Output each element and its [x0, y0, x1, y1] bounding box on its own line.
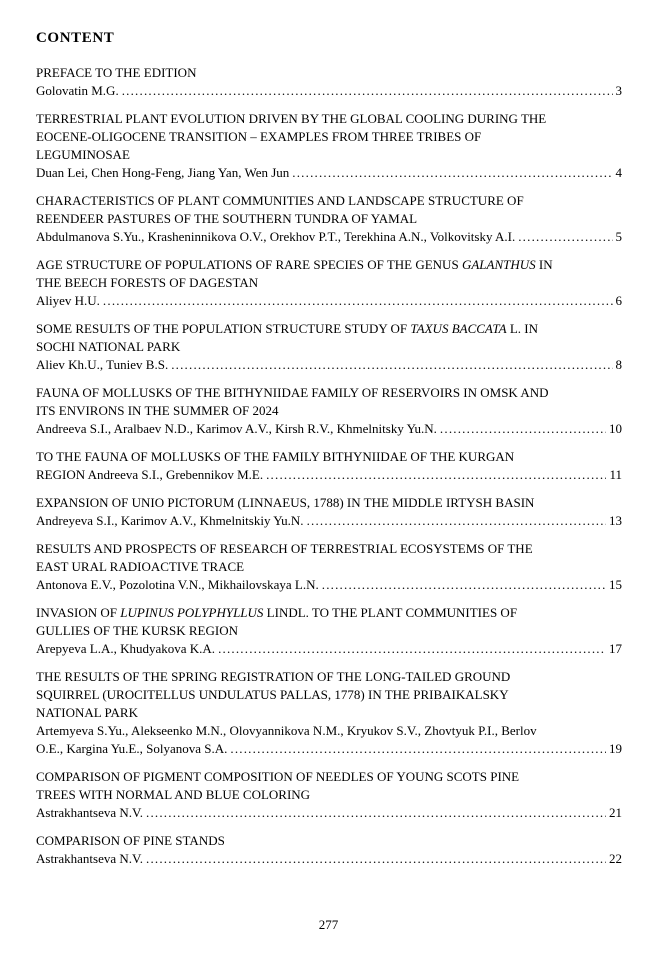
entry-title-text: LUPINUS POLYPHYLLUS [120, 605, 264, 620]
dot-leader [440, 420, 606, 438]
entry-leader-row [36, 82, 622, 100]
entry-author-text: Duan Lei, Chen Hong-Feng, Jiang Yan, Wen Jun [36, 165, 290, 180]
entry-author-text: Andreeva S.I., Aralbaev N.D., Karimov A.V., Kirsh R.V., Khmelnitsky Yu.N. [36, 421, 437, 436]
entry-page-number: 3 [615, 83, 622, 98]
entry-title-text: TERRESTRIAL PLANT EVOLUTION DRIVEN BY THE GLOBAL COOLING DURING THE [36, 111, 547, 126]
toc-entry [36, 192, 622, 246]
entry-title-line [36, 338, 622, 356]
entry-authors [36, 292, 100, 310]
dot-leader [122, 82, 613, 100]
entry-authors [36, 420, 437, 438]
entry-author-text: Astrakhantseva N.V. [36, 805, 143, 820]
entry-title-line [36, 668, 622, 686]
entry-title-line [36, 686, 622, 704]
dot-leader [146, 804, 606, 822]
entry-title-text: IN [535, 257, 553, 272]
dot-leader [266, 466, 606, 484]
toc-entry [36, 110, 622, 182]
dot-leader [292, 164, 612, 182]
page-footer [0, 917, 657, 933]
entry-title-text: EXPANSION OF UNIO PICTORUM (LINNAEUS, 1788) IN THE MIDDLE IRTYSH BASIN [36, 495, 535, 510]
entry-authors-line: Artemyeva S.Yu., Alekseenko M.N., Olovyannikova N.M., Kryukov S.V., Zhovtyuk P.I., Berlov [36, 723, 537, 738]
entry-author-text: Golovatin M.G. [36, 83, 119, 98]
entry-title-text: EOCENE-OLIGOCENE TRANSITION – EXAMPLES FROM THREE TRIBES OF [36, 129, 482, 144]
dot-leader [218, 640, 606, 658]
entry-title-text: AGE STRUCTURE OF POPULATIONS OF RARE SPECIES OF THE GENUS [36, 257, 462, 272]
entry-title-text: SOCHI NATIONAL PARK [36, 339, 181, 354]
entry-leader-row [36, 804, 622, 822]
entry-leader-row [36, 512, 622, 530]
dot-leader [230, 740, 606, 758]
entry-leader-row [36, 356, 622, 374]
entry-title-line [36, 558, 622, 576]
entry-title-line [36, 786, 622, 804]
entry-authors [36, 356, 168, 374]
dot-leader [322, 576, 606, 594]
entry-title-line [36, 768, 622, 786]
entry-authors [36, 512, 304, 530]
entry-page-number: 5 [615, 229, 622, 244]
entry-leader-row [36, 292, 622, 310]
entry-page-number: 13 [609, 513, 622, 528]
entry-title-line [36, 320, 622, 338]
entry-author-text: Aliyev H.U. [36, 293, 100, 308]
entry-leader-row [36, 850, 622, 868]
toc-entry [36, 604, 622, 658]
entry-authors [36, 466, 263, 484]
entry-title-text: REGION [36, 467, 86, 482]
entry-title-line [36, 402, 622, 420]
entry-title-line [36, 274, 622, 292]
entry-author-text: Astrakhantseva N.V. [36, 851, 143, 866]
entry-author-text: Abdulmanova S.Yu., Krasheninnikova O.V., Orekhov P.T., Terekhina A.N., Volkovitsky A.I. [36, 229, 516, 244]
entry-title-text: ITS ENVIRONS IN THE SUMMER OF 2024 [36, 403, 279, 418]
entry-title-text: LEGUMINOSAE [36, 147, 130, 162]
entry-title-text: CHARACTERISTICS OF PLANT COMMUNITIES AND LANDSCAPE STRUCTURE OF [36, 193, 524, 208]
entry-title-text: EAST URAL RADIOACTIVE TRACE [36, 559, 245, 574]
entry-title-line [36, 832, 622, 850]
toc-entries [36, 64, 622, 868]
entry-title-text: TREES WITH NORMAL AND BLUE COLORING [36, 787, 311, 802]
entry-authors [36, 228, 515, 246]
entry-title-text: REENDEER PASTURES OF THE SOUTHERN TUNDRA OF YAMAL [36, 211, 418, 226]
entry-authors [36, 740, 227, 758]
entry-title-text: COMPARISON OF PIGMENT COMPOSITION OF NEEDLES OF YOUNG SCOTS PINE [36, 769, 520, 784]
entry-page-number: 10 [609, 421, 622, 436]
toc-entry [36, 64, 622, 100]
toc-entry [36, 668, 622, 758]
entry-title-text: PREFACE TO THE EDITION [36, 65, 197, 80]
entry-title-text: THE RESULTS OF THE SPRING REGISTRATION OF THE LONG-TAILED GROUND [36, 669, 511, 684]
entry-title-line [36, 604, 622, 622]
entry-authors [36, 640, 215, 658]
entry-authors [36, 804, 143, 822]
entry-title-text: TO THE FAUNA OF MOLLUSKS OF THE FAMILY BITHYNIIDAE OF THE KURGAN [36, 449, 515, 464]
toc-entry [36, 494, 622, 530]
entry-title-text: THE BEECH FORESTS OF DAGESTAN [36, 275, 259, 290]
toc-entry [36, 320, 622, 374]
toc-entry [36, 540, 622, 594]
entry-title-text: GALANTHUS [461, 257, 536, 272]
page-number: 277 [318, 917, 339, 932]
entry-title-text: TAXUS BACCATA [410, 321, 507, 336]
toc-entry [36, 768, 622, 822]
entry-title-line [36, 210, 622, 228]
entry-leader-row [36, 466, 622, 484]
entry-author-text: Andreyeva S.I., Karimov A.V., Khmelnitskiy Yu.N. [36, 513, 304, 528]
entry-title-line [36, 64, 622, 82]
toc-entry [36, 256, 622, 310]
page-title: CONTENT [36, 30, 115, 46]
entry-title-line [36, 494, 622, 512]
dot-leader [103, 292, 613, 310]
entry-leader-row [36, 164, 622, 182]
entry-leader-row [36, 228, 622, 246]
entry-leader-row [36, 740, 622, 758]
entry-page-number: 21 [609, 805, 622, 820]
entry-author-text: Andreeva S.I., Grebennikov M.E. [85, 467, 264, 482]
entry-title-text: LINDL. TO THE PLANT COMMUNITIES OF [263, 605, 518, 620]
entry-page-number: 4 [615, 165, 622, 180]
dot-leader [307, 512, 606, 530]
entry-title-line [36, 384, 622, 402]
entry-author-text: Arepyeva L.A., Khudyakova K.A. [36, 641, 216, 656]
toc-entry [36, 832, 622, 868]
entry-title-line [36, 540, 622, 558]
entry-page-number: 15 [609, 577, 622, 592]
entry-page-number: 6 [615, 293, 622, 308]
entry-title-text: FAUNA OF MOLLUSKS OF THE BITHYNIIDAE FAMILY OF RESERVOIRS IN OMSK AND [36, 385, 549, 400]
entry-leader-row [36, 640, 622, 658]
entry-page-number: 19 [609, 741, 622, 756]
entry-authors [36, 576, 319, 594]
entry-title-text: SOME RESULTS OF THE POPULATION STRUCTURE STUDY OF [36, 321, 411, 336]
entry-title-text: GULLIES OF THE KURSK REGION [36, 623, 238, 638]
entry-title-line [36, 448, 622, 466]
dot-leader [518, 228, 612, 246]
entry-title-text: NATIONAL PARK [36, 705, 138, 720]
toc-entry [36, 384, 622, 438]
entry-title-text: L. IN [506, 321, 539, 336]
entry-title-line [36, 256, 622, 274]
entry-title-line [36, 192, 622, 210]
entry-author-text: Aliev Kh.U., Tuniev B.S. [36, 357, 169, 372]
entry-title-line [36, 146, 622, 164]
dot-leader [146, 850, 606, 868]
entry-title-text: RESULTS AND PROSPECTS OF RESEARCH OF TERRESTRIAL ECOSYSTEMS OF THE [36, 541, 533, 556]
entry-title-text: COMPARISON OF PINE STANDS [36, 833, 225, 848]
entry-authors [36, 82, 119, 100]
entry-author-text: Antonova E.V., Pozolotina V.N., Mikhailovskaya L.N. [36, 577, 319, 592]
entry-title-text: INVASION OF [36, 605, 121, 620]
entry-title-line [36, 622, 622, 640]
entry-page-number: 11 [609, 467, 622, 482]
entry-title-text: SQUIRREL (UROCITELLUS UNDULATUS PALLAS, 1778) IN THE PRIBAIKALSKY [36, 687, 509, 702]
entry-authors [36, 164, 289, 182]
entry-leader-row [36, 576, 622, 594]
entry-title-line [36, 128, 622, 146]
entry-page-number: 22 [609, 851, 622, 866]
dot-leader [171, 356, 612, 374]
entry-page-number: 17 [609, 641, 622, 656]
entry-page-number: 8 [615, 357, 622, 372]
toc-entry [36, 448, 622, 484]
entry-title-line [36, 110, 622, 128]
entry-authors [36, 850, 143, 868]
entry-leader-row [36, 420, 622, 438]
entry-author-text: O.E., Kargina Yu.E., Solyanova S.A. [36, 741, 228, 756]
entry-title-line [36, 704, 622, 722]
